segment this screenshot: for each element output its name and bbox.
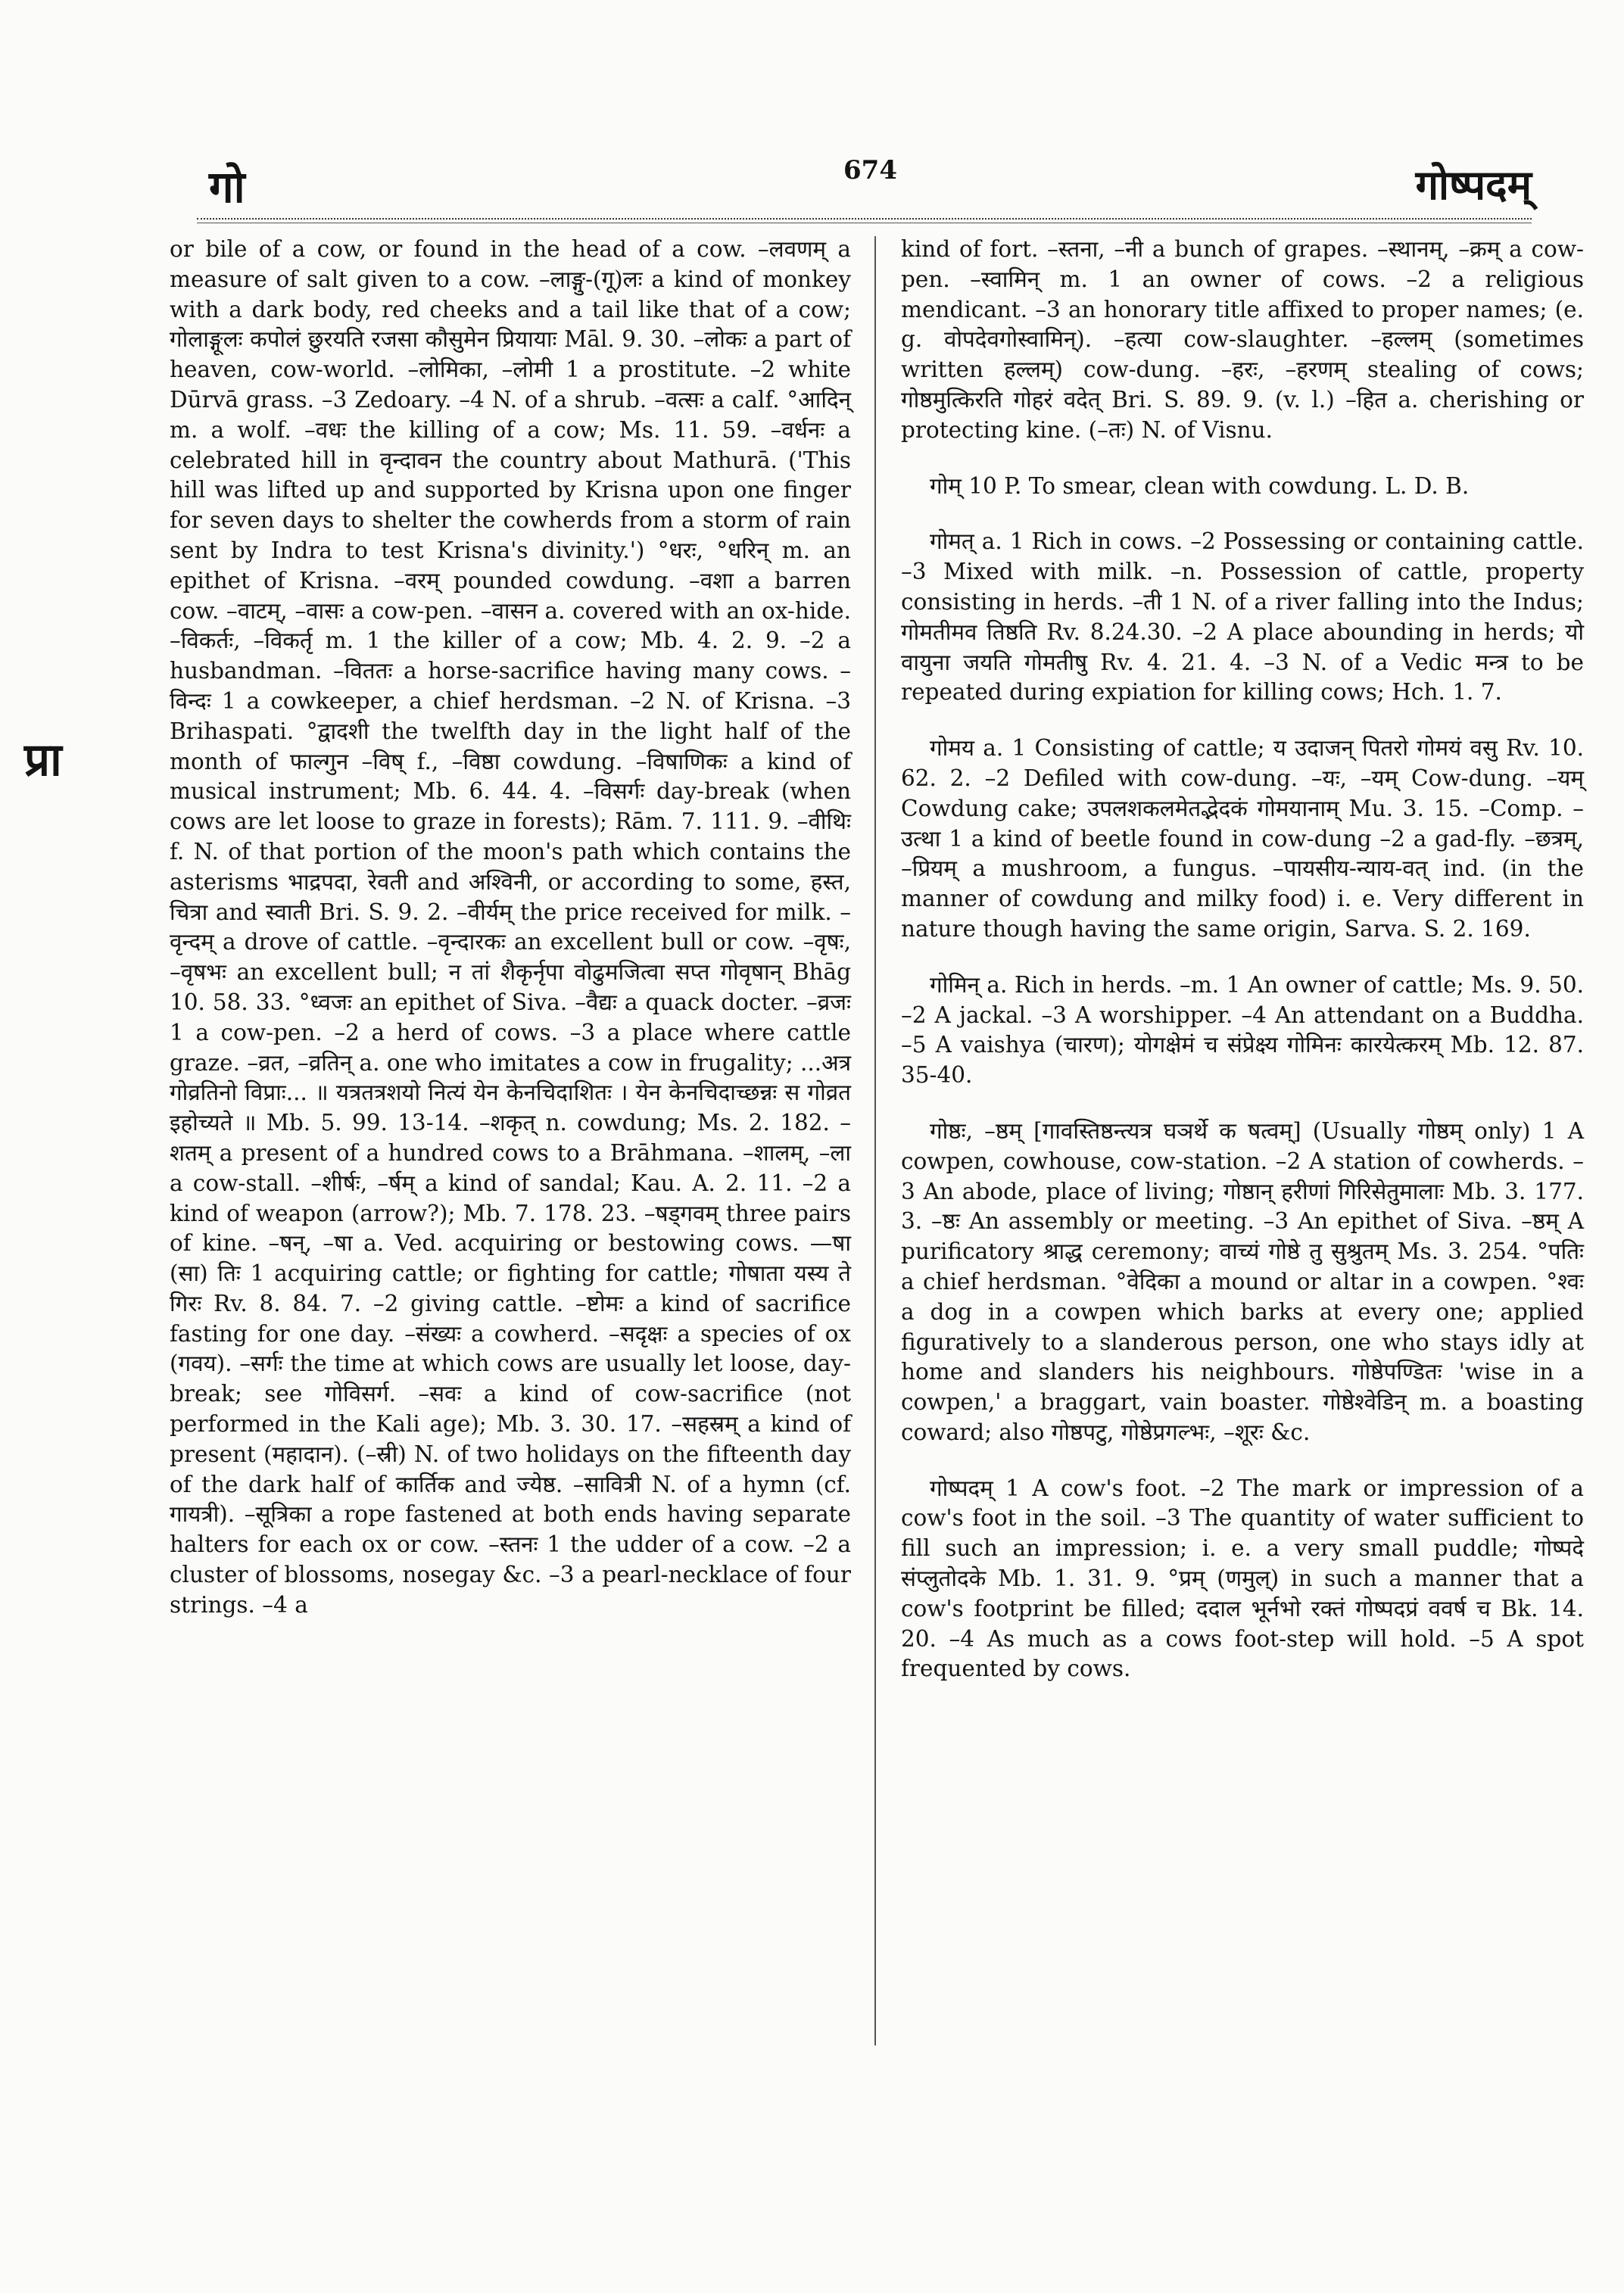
header-rule bbox=[197, 218, 1532, 223]
column-divider bbox=[874, 236, 876, 2045]
page-number: 674 bbox=[843, 155, 897, 185]
entry-goshpadam: गोष्पदम् 1 A cow's foot. –2 The mark or impression of a cow's foot in the soil. –3 The quantity of water sufficient to fill such an impression; i. e. a very small puddle; गोष्पदे संप्लुतोदके Mb. 1. 31. 9. °प्रम् (णमुल्) in such a manner that a cow's footprint be filled; ददाल भूर्नभो रक्तं गोष्पदप्रं ववर्ष च Bk. 14. 20. –4 As much as a cows foot-step will hold. –5 A spot frequented by cows. bbox=[901, 1475, 1584, 1682]
header-right-word: गोष्पदम् bbox=[1415, 160, 1532, 209]
entry-continuation: kind of fort. –स्तना, –नी a bunch of grapes. –स्थानम्, –क्रम् a cow-pen. –स्वामिन् m. 1 an owner of cows. –2 a religious mendicant. –3 an honorary title affixed to proper names; (e. g. वोपदेवगोस्वामिन्). –हत्या cow-slaughter. –हल्लम् (sometimes written हल्लम्) cow-dung. –हरः, –हरणम् stealing of cows; गोष्ठमुत्किरति गोहरं वदेत् Bri. S. 89. 9. (v. l.) –हित a. cherishing or protecting kine. (–तः) N. of Visnu. bbox=[901, 236, 1584, 443]
entry-gomat: गोमत् a. 1 Rich in cows. –2 Possessing or containing cattle. –3 Mixed with milk. –n. Possession of cattle, property consisting in herds. –ती 1 N. of a river falling into the Indus; गोमतीमव तिष्ठति Rv. 8.24.30. –2 A place abounding in herds; यो वायुना जयति गोमतीषु Rv. 4. 21. 4. –3 N. of a Vedic मन्त्र to be repeated during expiation for killing cows; Hch. 1. 7. bbox=[901, 528, 1584, 706]
entry-continuation: or bile of a cow, or found in the head of a cow. –लवणम् a measure of salt given to a cow. –लाङ्गु-(गू)लः a kind of monkey with a dark body, red cheeks and a tail like that of a cow; गोलाङ्गूलः कपोलं छुरयति रजसा कौसुमेन प्रियायाः Māl. 9. 30. –लोकः a part of heaven, cow-world. –लोमिका, –लोमी 1 a prostitute. –2 white Dūrvā grass. –3 Zedoary. –4 N. of a shrub. –वत्सः a calf. °आदिन् m. a wolf. –वधः the killing of a cow; Ms. 11. 59. –वर्धनः a celebrated hill in वृन्दावन the country about Mathurā. ('This hill was lifted up and supported by Krisna upon one finger for seven days to shelter the cowherds from a storm of rain sent by Indra to test Krisna's divinity.') °धरः, °धरिन् m. an epithet of Krisna. –वरम् pounded cowdung. –वशा a barren cow. –वाटम्, –वासः a cow-pen. –वासन a. covered with an ox-hide. –विकर्तः, –विकर्तृ m. 1 the killer of a cow; Mb. 4. 2. 9. –2 a husbandman. –विततः a horse-sacrifice having many cows. –विन्दः 1 a cowkeeper, a chief herdsman. –2 N. of Krisna. –3 Brihaspati. °द्वादशी the twelfth day in the light half of the month of फाल्गुन –विष् f., –विष्ठा cowdung. –विषाणिकः a kind of musical instrument; Mb. 6. 44. 4. –विसर्गः day-break (when cows are let loose to graze in forests); Rām. 7. 111. 9. –वीथिः f. N. of that portion of the moon's path which contains the asterisms भाद्रपदा, रेवती and अश्विनी, or according to some, हस्त, चित्रा and स्वाती Bri. S. 9. 2. –वीर्यम् the price received for milk. –वृन्दम् a drove of cattle. –वृन्दारकः an excellent bull or cow. –वृषः, –वृषभः an excellent bull; न तां शैकृर्नृपा वोढुमजित्वा सप्त गोवृषान् Bhāg 10. 58. 33. °ध्वजः an epithet of Siva. –वैद्यः a quack docter. –व्रजः 1 a cow-pen. –2 a herd of cows. –3 a place where cattle graze. –व्रत, –व्रतिन् a. one who imitates a cow in frugality; ...अत्र गोव्रतिनो विप्राः... ॥ यत्रतत्रशयो नित्यं येन केनचिदाशितः । येन केनचिदाच्छन्नः स गोव्रत इहोच्यते ॥ Mb. 5. 99. 13-14. –शकृत् n. cowdung; Ms. 2. 182. –शतम् a present of a hundred cows to a Brāhmana. –शालम्, –ला a cow-stall. –शीर्षः, –र्षम् a kind of sandal; Kau. A. 2. 11. –2 a kind of weapon (arrow?); Mb. 7. 178. 23. –षड्गवम् three pairs of kine. –षन्, –षा a. Ved. acquiring or bestowing cows. —षा (सा) तिः 1 acquiring cattle; or fighting for cattle; गोषाता यस्य ते गिरः Rv. 8. 84. 7. –2 giving cattle. –ष्टोमः a kind of sacrifice fasting for one day. –संख्यः a cowherd. –सदृक्षः a species of ox (गवय). –सर्गः the time at which cows are usually let loose, day-break; see गोविसर्ग. –सवः a kind of cow-sacrifice (not performed in the Kali age); Mb. 3. 30. 17. –सहस्रम् a kind of present (महादान). (–स्री) N. of two holidays on the fifteenth day of the dark half of कार्तिक and ज्येष्ठ. –सावित्री N. of a hymn (cf. गायत्री). –सूत्रिका a rope fastened at both ends having separate halters for each ox or cow. –स्तनः 1 the udder of a cow. –2 a cluster of blossoms, nosegay &c. –3 a pearl-necklace of four strings. –4 a bbox=[170, 236, 851, 1618]
entry-goshtha: गोष्ठः, –ष्ठम् [गावस्तिष्ठन्त्यत्र घञर्थे क षत्वम्] (Usually गोष्ठम् only) 1 A cowpen, cowhouse, cow-station. –2 A station of cowherds. –3 An abode, place of living; गोष्ठान् हरीणां गिरिसेतुमालाः Mb. 3. 177. 3. –ष्ठः An assembly or meeting. –3 An epithet of Siva. –ष्ठम् A purificatory श्राद्ध ceremony; वाच्यं गोष्ठे तु सुश्रुतम् Ms. 3. 254. °पतिः a chief herdsman. °वेदिका a mound or altar in a cowpen. °श्वः a dog in a cowpen which barks at every one; applied figuratively to a slanderous person, one who stays idly at home and slanders his neighbours. गोष्ठेपण्डितः 'wise in a cowpen,' a braggart, vain boaster. गोष्ठेश्वेडिन् m. a boasting coward; also गोष्ठपटु, गोष्ठेप्रगल्भः, –शूरः &c. bbox=[901, 1117, 1584, 1445]
header-left-word: गो bbox=[209, 161, 245, 213]
margin-mark: प्रा bbox=[24, 734, 62, 787]
entry-gom: गोम् 10 P. To smear, clean with cowdung. L. D. B. bbox=[930, 472, 1470, 499]
entry-gomin: गोमिन् a. Rich in herds. –m. 1 An owner of cattle; Ms. 9. 50. –2 A jackal. –3 A worshipper. –4 An attendant on a Buddha. –5 A vaishya (चारण); योगक्षेमं च संप्रेक्ष्य गोमिनः कारयेत्करम् Mb. 12. 87. 35-40. bbox=[901, 971, 1584, 1089]
left-column bbox=[170, 235, 851, 1621]
right-column bbox=[901, 235, 1584, 1684]
page-header bbox=[209, 155, 1532, 216]
entry-gomaya: गोमय a. 1 Consisting of cattle; य उदाजन् पितरो गोमयं वसु Rv. 10. 62. 2. –2 Defiled with cow-dung. –यः, –यम् Cow-dung. –यम् Cowdung cake; उपलशकलमेतद्भेदकं गोमयानाम् Mu. 3. 15. –Comp. –उत्था 1 a kind of beetle found in cow-dung –2 a gad-fly. –छत्रम्, –प्रियम् a mushroom, a fungus. –पायसीय-न्याय-वत् ind. (in the manner of cowdung and milky food) i. e. Very different in nature though having the same origin, Sarva. S. 2. 169. bbox=[901, 735, 1584, 942]
